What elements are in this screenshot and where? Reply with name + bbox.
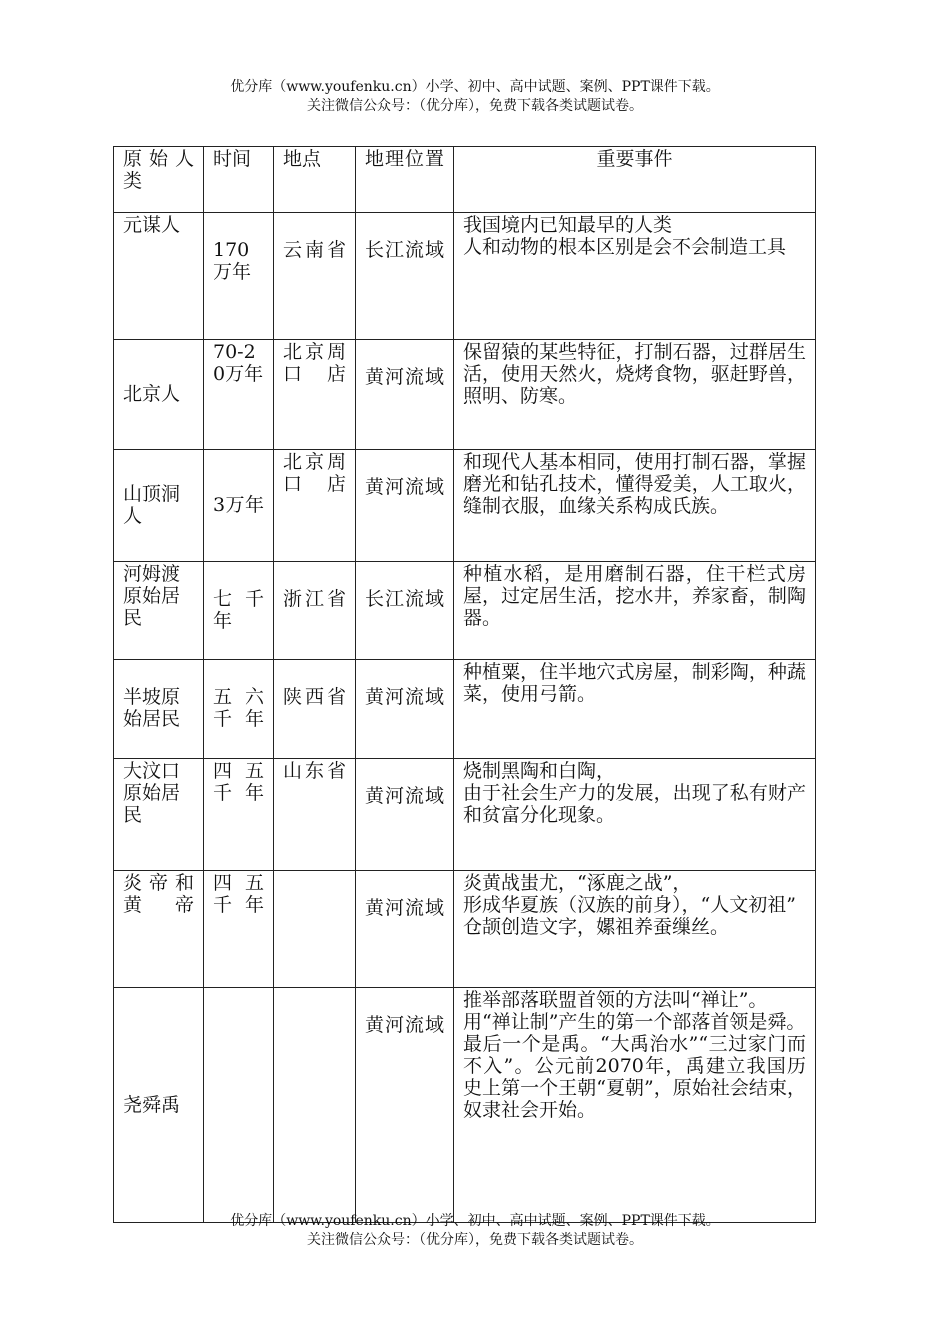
table-row [114, 660, 816, 759]
cell-place [274, 871, 356, 988]
cell-events: 种植水稻，是用磨制石器，住干栏式房屋，过定居生活，挖水井，养家畜，制陶器。 [454, 562, 816, 660]
col-header-place: 地点 [274, 147, 356, 213]
cell-region: 黄河流域 [356, 340, 454, 450]
cell-people: 山顶洞人 [114, 450, 204, 562]
cell-place: 陕西省 [274, 660, 356, 759]
cell-time: 七千年 [204, 562, 274, 660]
table-row [114, 759, 816, 871]
footer-line-1: 优分库（www.youfenku.cn）小学、初中、高中试题、案例、PPT课件下载。 [230, 1213, 720, 1229]
cell-time: 170万年 [204, 213, 274, 340]
cell-events: 炎黄战蚩尤，“涿鹿之战”， 形成华夏族（汉族的前身），“人文初祖” 仓颉创造文字，嫘祖养蚕缫丝。 [454, 871, 816, 988]
cell-events: 和现代人基本相同，使用打制石器，掌握磨光和钻孔技术，懂得爱美，人工取火，缝制衣服，血缘关系构成氏族。 [454, 450, 816, 562]
table-row [114, 988, 816, 1223]
cell-place: 北京周口店 [274, 450, 356, 562]
cell-place: 山东省 [274, 759, 356, 871]
cell-people: 尧舜禹 [114, 988, 204, 1223]
cell-place: 北京周口店 [274, 340, 356, 450]
cell-region: 长江流域 [356, 562, 454, 660]
cell-events: 我国境内已知最早的人类 人和动物的根本区别是会不会制造工具 [454, 213, 816, 340]
history-table [113, 146, 816, 1223]
page-footer [0, 1212, 950, 1250]
cell-place [274, 988, 356, 1223]
cell-people: 河姆渡原始居民 [114, 562, 204, 660]
cell-people: 元谋人 [114, 213, 204, 340]
cell-time: 四五千年 [204, 871, 274, 988]
cell-people: 半坡原始居民 [114, 660, 204, 759]
col-header-events: 重要事件 [454, 147, 816, 213]
table-row [114, 450, 816, 562]
cell-events: 烧制黑陶和白陶， 由于社会生产力的发展，出现了私有财产和贫富分化现象。 [454, 759, 816, 871]
cell-time: 70-20万年 [204, 340, 274, 450]
footer-line-2: 关注微信公众号：（优分库），免费下载各类试题试卷。 [307, 1232, 643, 1248]
table-row [114, 871, 816, 988]
table-row [114, 213, 816, 340]
cell-events: 推举部落联盟首领的方法叫“禅让”。 用“禅让制”产生的第一个部落首领是舜。 最后一个是禹。“大禹治水”“三过家门而不入”。公元前2070年，禹建立我国历史上第一个王朝“夏朝”，原始社会结束，奴隶社会开始。 [454, 988, 816, 1223]
cell-people: 北京人 [114, 340, 204, 450]
cell-events: 保留猿的某些特征，打制石器，过群居生活，使用天然火，烧烤食物，驱赶野兽，照明、防寒。 [454, 340, 816, 450]
cell-region: 黄河流域 [356, 988, 454, 1223]
cell-time: 四五千年 [204, 759, 274, 871]
table-header-row [114, 147, 816, 213]
cell-time: 五六千年 [204, 660, 274, 759]
page-header [0, 78, 950, 116]
cell-region: 黄河流域 [356, 660, 454, 759]
cell-time [204, 988, 274, 1223]
header-line-1: 优分库（www.youfenku.cn）小学、初中、高中试题、案例、PPT课件下载。 [230, 79, 720, 95]
cell-place: 浙江省 [274, 562, 356, 660]
table-row [114, 562, 816, 660]
cell-region: 黄河流域 [356, 871, 454, 988]
cell-time: 3万年 [204, 450, 274, 562]
col-header-region: 地理位置 [356, 147, 454, 213]
cell-place: 云南省 [274, 213, 356, 340]
cell-region: 长江流域 [356, 213, 454, 340]
cell-region: 黄河流域 [356, 759, 454, 871]
header-line-2: 关注微信公众号：（优分库），免费下载各类试题试卷。 [307, 98, 643, 114]
table-row [114, 340, 816, 450]
cell-people: 大汶口原始居民 [114, 759, 204, 871]
col-header-people: 原始人类 [114, 147, 204, 213]
cell-region: 黄河流域 [356, 450, 454, 562]
col-header-time: 时间 [204, 147, 274, 213]
cell-people: 炎帝和黄帝 [114, 871, 204, 988]
cell-events: 种植粟，住半地穴式房屋，制彩陶，种蔬菜，使用弓箭。 [454, 660, 816, 759]
